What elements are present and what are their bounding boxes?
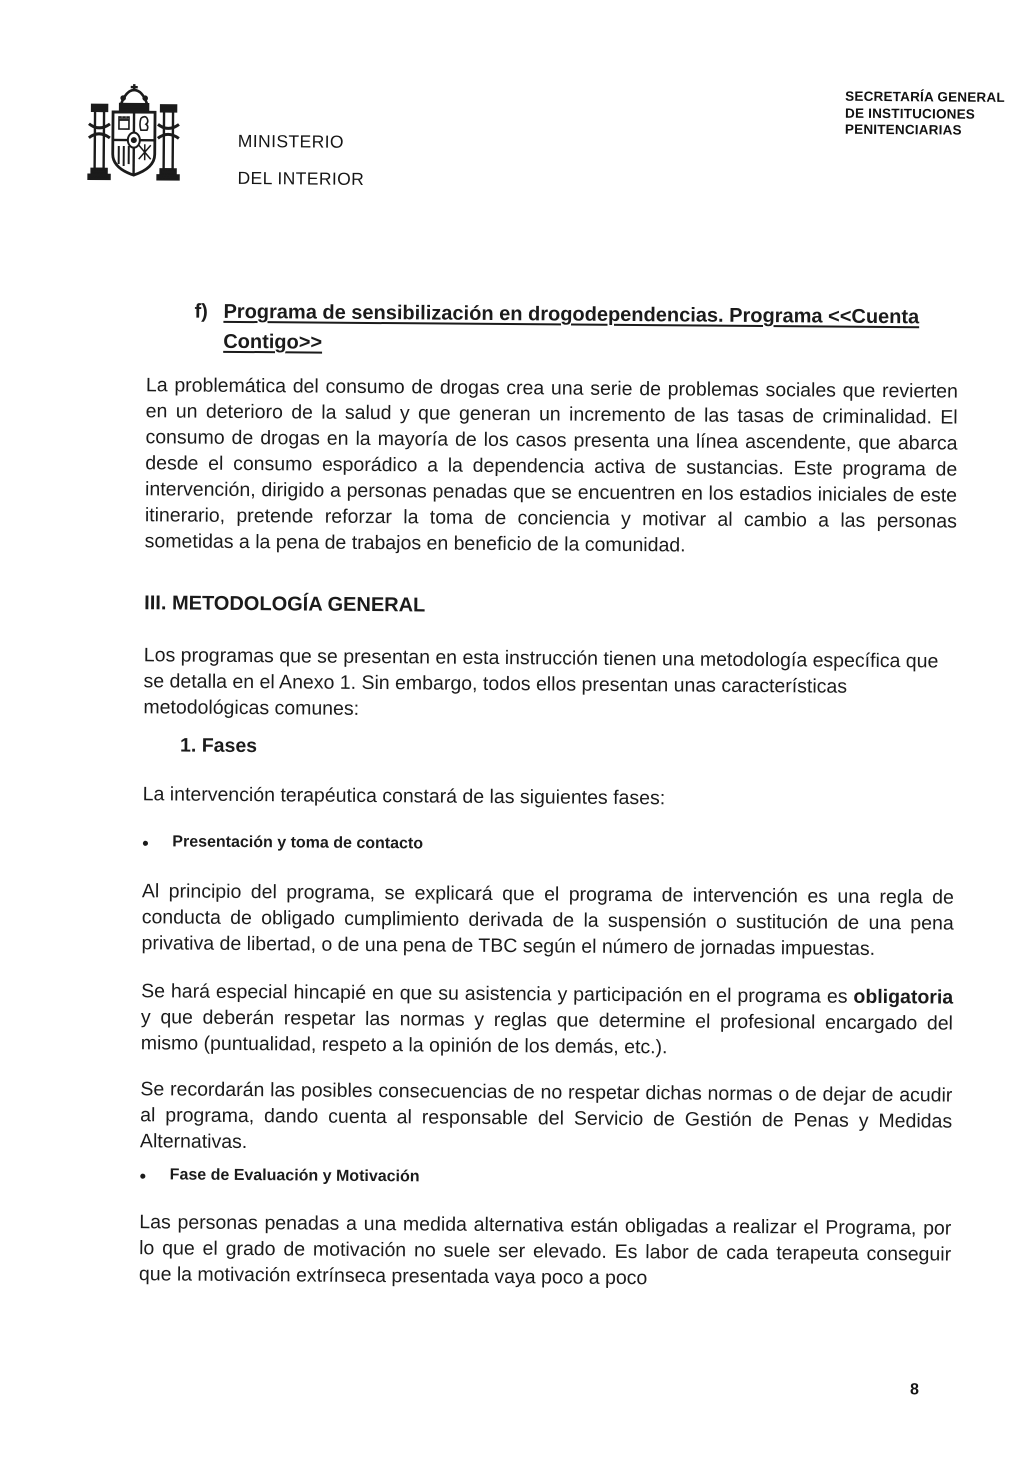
paragraph-metodologia: Los programas que se presentan en esta instrucción tienen una metodología específica que se detalla en el Anexo 1. Sin embargo, todos ellos presentan unas características metodológicas comunes: [143,642,956,726]
heading-f-title: Programa de sensibilización en drogodependencias. Programa <<Cuenta Contigo>> [223,297,958,363]
secretariat-line-1: SECRETARÍA GENERAL [845,89,1005,107]
paragraph-consecuencias: Se recordarán las posibles consecuencias de no respetar dichas normas o de dejar de acudir al programa, dando cuenta al responsable del Servicio de Gestión de Penas y Medidas Alternativas. [140,1076,953,1160]
heading-f-marker: f) [194,297,223,357]
section-title-metodologia: III. METODOLOGÍA GENERAL [144,590,956,622]
paragraph-obligatoria [141,978,954,1062]
bullet-evaluacion [140,1166,952,1193]
spain-coat-of-arms-icon [85,82,182,193]
heading-f [194,297,958,363]
secretariat-name [845,89,1005,140]
bullet-icon: • [140,1166,170,1187]
paragraph-fases-intro: La intervención terapéutica constará de las siguientes fases: [143,781,955,813]
bullet-presentacion-label: Presentación y toma de contacto [172,833,423,856]
paragraph-motivacion: Las personas penadas a una medida alternativa están obligadas a realizar el Programa, por lo que el grado de motivación no suele ser elevado. Es labor de cada terapeuta conseguir que la motivación extrínseca presentada vaya poco a poco [139,1209,952,1293]
paragraph-obligatoria-bold: obligatoria [853,986,953,1009]
paragraph-obligatoria-after: y que deberán respetar las normas y reglas que determine el profesional encargado del mismo (puntualidad, respeto a la opinión de los demás, etc.). [141,1006,953,1058]
secretariat-line-2: DE INSTITUCIONES [845,105,1005,123]
bullet-icon: • [142,833,172,854]
ministry-line-1: MINISTERIO [238,123,365,161]
subsection-fases: 1. Fases [180,732,955,764]
paragraph-obligatoria-before: Se hará especial hincapié en que su asistencia y participación en el programa es [141,980,853,1008]
bullet-presentacion [142,833,954,860]
ministry-name [237,123,364,198]
bullet-evaluacion-label: Fase de Evaluación y Motivación [170,1166,420,1189]
paragraph-intro-drogas: La problemática del consumo de drogas crea una serie de problemas sociales que revierten en un deterioro de la salud y que generan un incremento de las tasas de criminalidad. El consumo de drogas en la mayoría de los casos presenta una línea ascendente, que abarca desde el consumo esporádico a la dependencia activa de sustancias. Este programa de intervención, dirigido a personas penadas que se encuentren en los estadios iniciales de este itinerario, pretende reforzar la toma de conciencia y motivar al cambio a las personas sometidas a la pena de trabajos en beneficio de la comunidad. [145,372,958,560]
page-number: 8 [910,1381,919,1399]
secretariat-line-3: PENITENCIARIAS [845,122,1005,140]
document-body [139,296,959,1293]
ministry-line-2: DEL INTERIOR [237,160,364,198]
paragraph-principio-programa: Al principio del programa, se explicará que el programa de intervención es una regla de conducta de obligado cumplimiento derivada de la suspensión o sustitución de una pena privativa de libertad, o de una pena de TBC según el número de jornadas impuestas. [141,878,954,962]
